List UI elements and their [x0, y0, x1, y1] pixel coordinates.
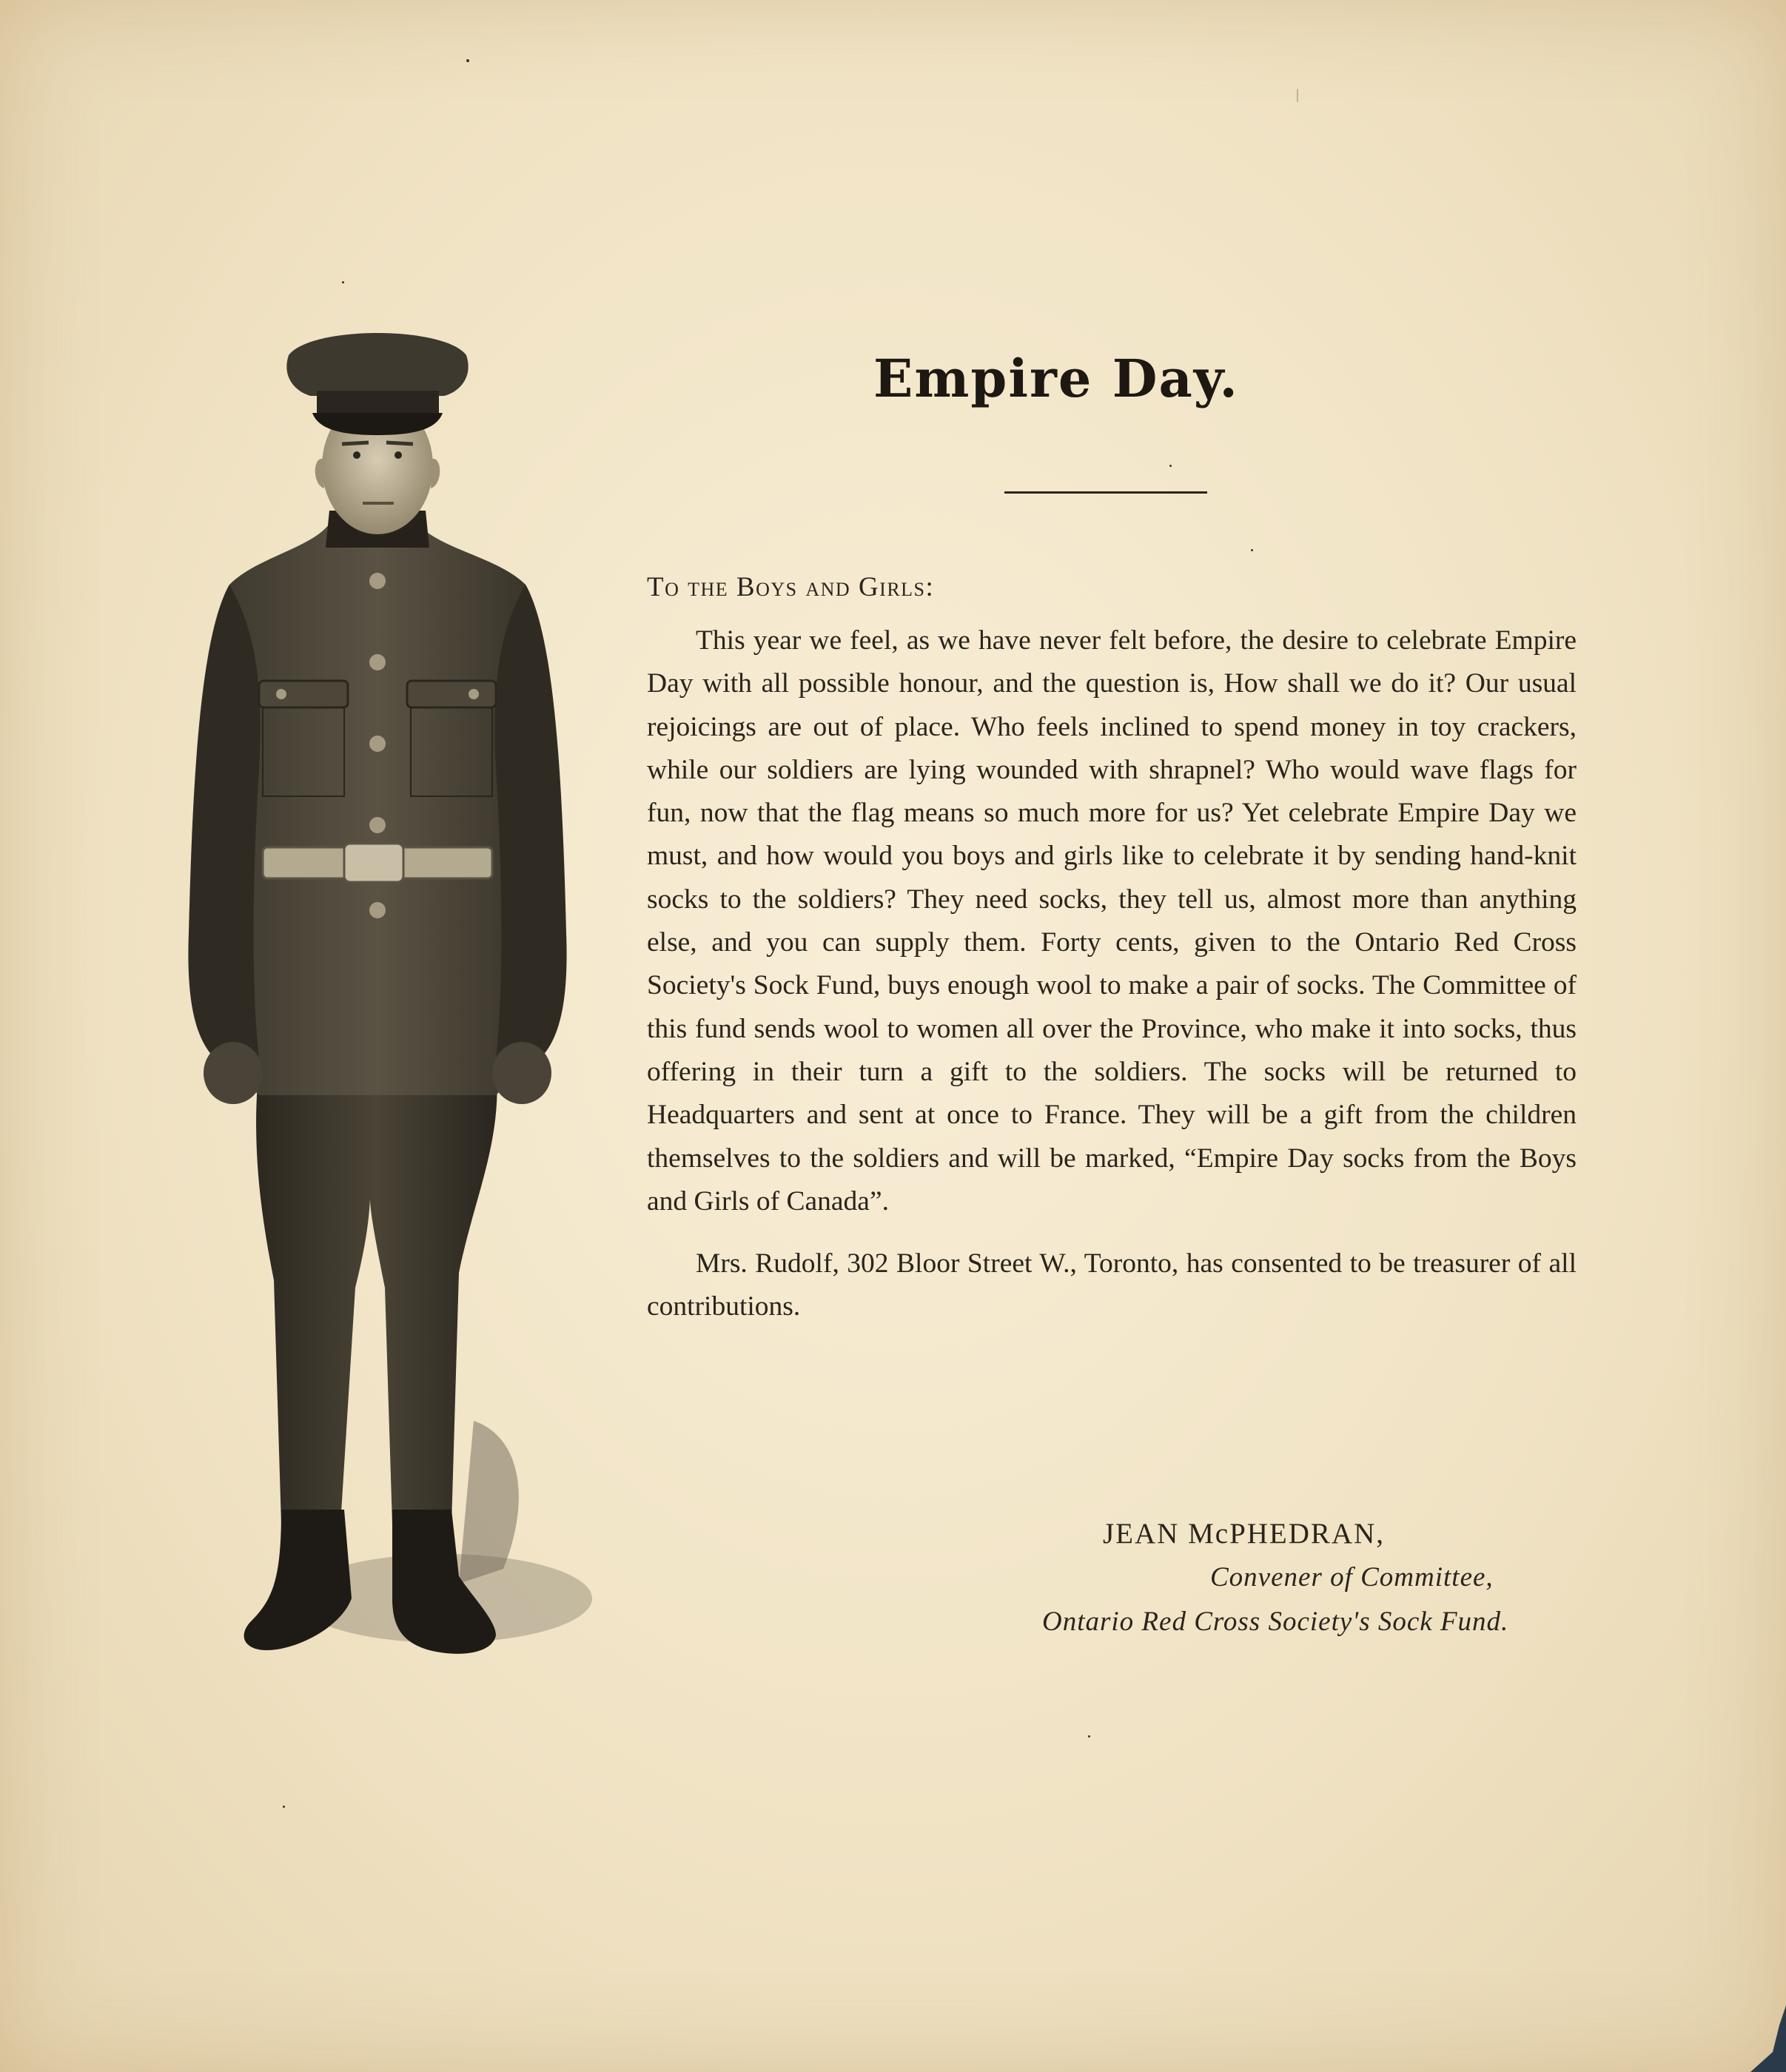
- torn-corner: [1742, 2005, 1786, 2072]
- ink-speck: [342, 281, 344, 283]
- eye: [353, 451, 360, 459]
- left-hand: [204, 1042, 263, 1104]
- letter-paragraph: Mrs. Rudolf, 302 Bloor Street W., Toronto, has consented to be treasurer of all contributions.: [647, 1248, 1577, 1322]
- pocket-button: [469, 689, 479, 699]
- ear-right: [431, 459, 440, 488]
- soldier-illustration: [148, 326, 607, 1687]
- paper-fold-mark: [1297, 89, 1298, 102]
- left-arm: [188, 585, 260, 1058]
- left-pocket-flap: [259, 681, 348, 707]
- belt-buckle: [344, 844, 403, 882]
- eye: [395, 451, 402, 459]
- salutation: To the Boys and Girls:: [647, 572, 935, 602]
- ink-speck: [466, 59, 469, 62]
- tunic-button: [369, 654, 386, 670]
- tunic-button: [369, 573, 386, 589]
- title-rule: [1004, 491, 1207, 494]
- tunic-button: [369, 817, 386, 833]
- left-boot: [244, 1510, 352, 1650]
- cap-band: [317, 391, 439, 414]
- signature-role: Convener of Committee,: [1210, 1562, 1494, 1592]
- signature-name: JEAN McPHEDRAN,: [1103, 1518, 1385, 1550]
- tunic-button: [369, 902, 386, 918]
- soldier-photograph: [148, 326, 607, 1687]
- cap-crown: [286, 333, 468, 396]
- right-pocket-flap: [407, 681, 496, 707]
- ink-speck: [283, 1806, 285, 1808]
- signature-organization: Ontario Red Cross Society's Sock Fund.: [1042, 1607, 1509, 1637]
- letter-paragraph: This year we feel, as we have never felt before, the desire to celebrate Empire Day with all possible honour, and the question is, How shall we do it? Our usual rejoicings are out of place. Who feels inclined to spend money in toy crackers, while our soldiers are lying wounded with shrapnel? Who would wave flags for fun, now that the flag means so much more for us? Yet celebrate Empire Day we must, and how would you boys and girls like to celebrate it by sending hand-knit socks to the soldiers? They need socks, they tell us, almost more than anything else, and you can supply them. Forty cents, given to the Ontario Red Cross Society's Sock Fund, buys enough wool to make a pair of socks. The Committee of this fund sends wool to women all over the Province, who make it into socks, thus offering in their turn a gift to the soldiers. The socks will be returned to Headquarters and sent at once to France. They will be a gift from the children themselves to the soldiers and will be marked, “Empire Day socks from the Boys and Girls of Canada”.: [647, 625, 1577, 1217]
- tunic-button: [369, 736, 386, 752]
- ink-speck: [1088, 1735, 1090, 1738]
- breeches: [256, 1066, 497, 1524]
- ink-speck: [1169, 465, 1172, 467]
- right-arm: [494, 585, 566, 1058]
- ear-left: [315, 459, 324, 488]
- right-hand: [492, 1042, 551, 1104]
- letter-body: [647, 571, 1577, 1329]
- ink-speck: [1251, 549, 1253, 551]
- pocket-button: [276, 689, 286, 699]
- page-title: Empire Day.: [873, 348, 1239, 409]
